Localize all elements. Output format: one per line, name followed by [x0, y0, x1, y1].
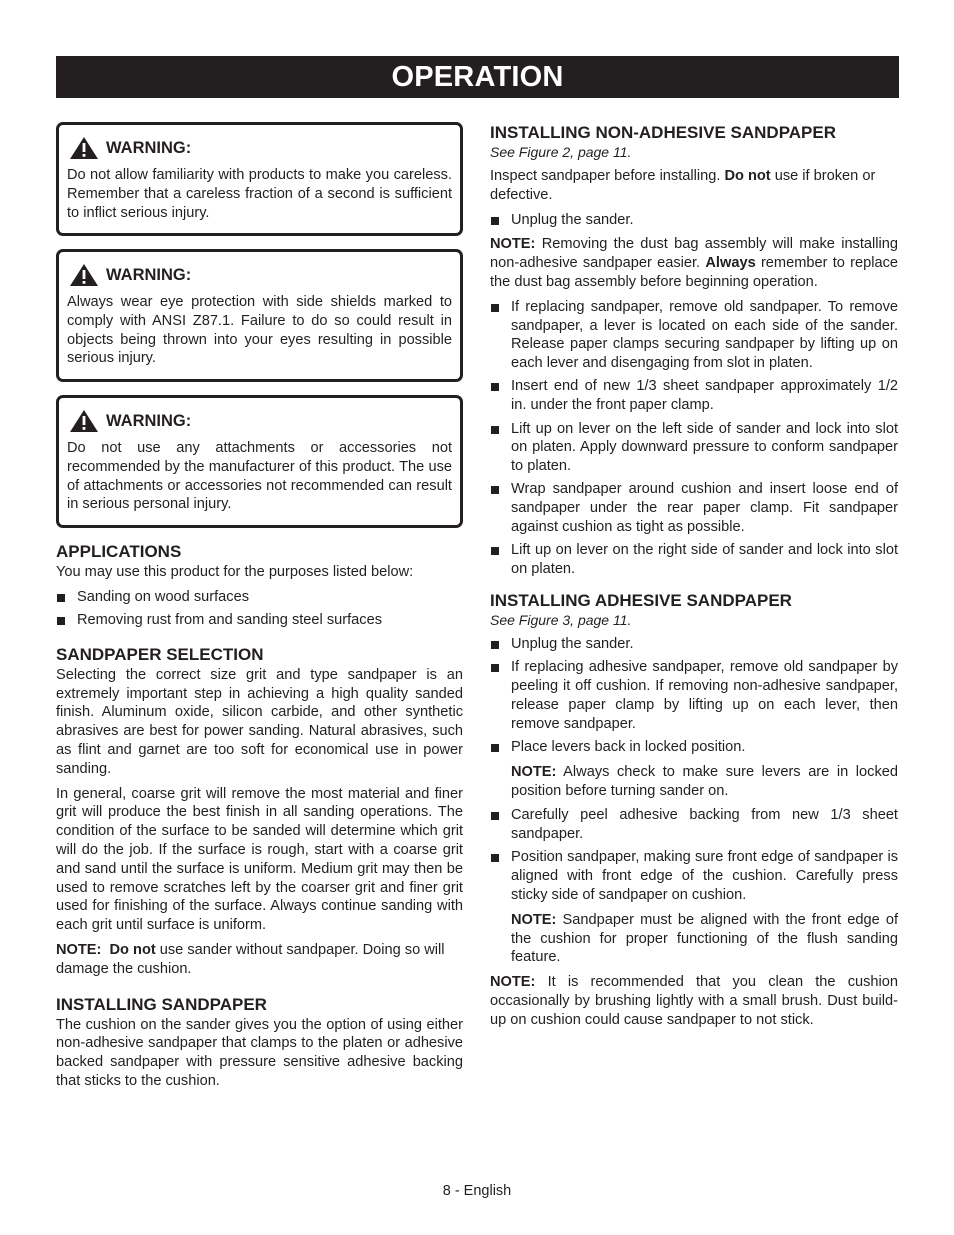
list-item: Unplug the sander.: [490, 635, 898, 654]
list-item: Sanding on wood surfaces: [56, 588, 463, 607]
note-text: It is recommended that you clean the cushion occasionally by brushing lightly with a small brush. Dust build-up on cushion could cause sandpaper to not stick.: [490, 974, 898, 1028]
warning-text: Always wear eye protection with side shields marked to comply with ANSI Z87.1. Failure to do so could result in objects being thrown into your eyes resulting in possible serious injury.: [67, 294, 452, 367]
left-column: [56, 122, 463, 1097]
figure-reference: See Figure 3, page 11.: [490, 611, 632, 628]
list-item: Insert end of new 1/3 sheet sandpaper approximately 1/2 in. under the front paper clamp.: [490, 377, 898, 415]
warning-box-3: [56, 395, 463, 528]
non-adhesive-steps: [490, 298, 898, 579]
page-title: OPERATION: [391, 61, 564, 93]
note-emphasis: Always: [705, 255, 756, 272]
adhesive-steps-a: [490, 635, 898, 757]
non-adhesive-intro: [490, 167, 898, 205]
note-label: NOTE:: [56, 942, 102, 959]
warning-text: Do not allow familiarity with products to make you careless. Remember that a careless fraction of a second is sufficient to inflict serious injury.: [67, 167, 452, 221]
warning-triangle-icon: [69, 136, 99, 160]
unplug-list: [490, 211, 898, 230]
sandpaper-selection-paragraph-1: Selecting the correct size grit and type sandpaper is an extremely important step in achieving a high quality sanded finish. Aluminum oxide, silicon carbide, and other synthetic abrasives are best for power sanding. Natural abrasives, such as flint and garnet are too soft for economical use in power sanding.: [56, 666, 463, 777]
warning-box-1: [56, 122, 463, 236]
adhesive-note-2: [490, 911, 898, 967]
warning-header: [69, 409, 452, 433]
note-text-end: remember to replace the dust bag assembly before beginning operation.: [490, 255, 899, 290]
list-item: Lift up on lever on the right side of sander and lock into slot on platen.: [490, 541, 898, 579]
warning-text: Do not use any attachments or accessories not recommended by the manufacturer of this product. The use of attachments or accessories not recommended can result in serious personal injury.: [67, 440, 452, 513]
non-adhesive-heading: INSTALLING NON-ADHESIVE SANDPAPER: [490, 123, 837, 142]
applications-list: [56, 588, 463, 630]
section-header-bar: [56, 56, 899, 98]
right-column: [490, 122, 898, 1036]
list-item: If replacing adhesive sandpaper, remove old sandpaper by peeling it off cushion. If removing non-adhesive sandpaper, release paper clamp by lifting up on each lever, then remove sandpaper.: [490, 658, 898, 733]
list-item: Wrap sandpaper around cushion and insert loose end of sandpaper under the rear paper clamp. Fit sandpaper against cushion as tight as possible.: [490, 480, 898, 536]
adhesive-heading: INSTALLING ADHESIVE SANDPAPER: [490, 590, 792, 610]
list-item: Removing rust from and sanding steel surfaces: [56, 611, 463, 630]
note-label: NOTE:: [511, 911, 557, 928]
applications-intro: You may use this product for the purposes listed below:: [56, 564, 414, 580]
list-item: Lift up on lever on the left side of sander and lock into slot on platen. Apply downward pressure to conform sandpaper to platen.: [490, 420, 898, 476]
note-emphasis: Do not: [109, 942, 156, 959]
warning-header: [69, 136, 452, 160]
installing-sandpaper-heading: INSTALLING SANDPAPER: [56, 994, 267, 1014]
note-label: NOTE:: [511, 763, 557, 780]
warning-triangle-icon: [69, 409, 99, 433]
warning-box-2: [56, 249, 463, 382]
note-label: NOTE:: [490, 974, 536, 991]
applications-heading: APPLICATIONS: [56, 542, 182, 561]
warning-label: WARNING:: [106, 138, 192, 157]
sandpaper-selection-paragraph-2: In general, coarse grit will remove the most material and finer grit will produce the best finish in all sanding operations. The condition of the surface to be sanded will determine which grit will do the job. If the surface is rough, start with a coarse grit and sand until the surface is uniform. Medium grit may then be used to remove scratches left by the coarser grit and finer grit used for finishing of the surface. Always continue sanding with each grit until surface is uniform.: [56, 785, 463, 934]
note-text: Sandpaper must be aligned with the front edge of the cushion for proper functioning of the flush sanding feature.: [511, 911, 898, 966]
adhesive-note-1: [490, 763, 898, 801]
installing-sandpaper-text: The cushion on the sander gives you the option of using either non-adhesive sandpaper that clamps to the platen or adhesive backed sandpaper with pressure sensitive adhesive backing that sticks to the cushion.: [56, 1016, 463, 1090]
adhesive-steps-b: [490, 806, 898, 904]
warning-label: WARNING:: [106, 411, 192, 430]
list-item: Place levers back in locked position.: [490, 738, 898, 757]
sandpaper-selection-note: [56, 941, 463, 979]
list-item: If replacing sandpaper, remove old sandpaper. To remove sandpaper, a lever is located on each side of the sander. Release paper clamps securing sandpaper by lifting up on each lever and disengaging from slot in platen.: [490, 298, 898, 373]
intro-text: Inspect sandpaper before installing.: [490, 168, 725, 184]
note-text: Removing the dust bag assembly will make installing non-adhesive sandpaper easier.: [490, 236, 898, 272]
intro-emphasis: Do not: [724, 168, 771, 184]
warning-triangle-icon: [69, 263, 99, 287]
note-text: Always check to make sure levers are in locked position before turning sander on.: [511, 763, 898, 799]
adhesive-note-3: [490, 973, 898, 1029]
sandpaper-selection-heading: SANDPAPER SELECTION: [56, 644, 264, 664]
non-adhesive-note: [490, 235, 898, 291]
list-item: Position sandpaper, making sure front edge of sandpaper is aligned with front edge of the cushion. Carefully press sticky side of sandpaper on cushion.: [490, 848, 898, 904]
page-footer: 8 - English: [442, 1183, 512, 1199]
note-text: use sander without sandpaper. Doing so will damage the cushion.: [56, 942, 445, 977]
warning-header: [69, 263, 452, 287]
warning-label: WARNING:: [106, 265, 192, 284]
list-item: Unplug the sander.: [490, 211, 898, 230]
list-item: Carefully peel adhesive backing from new 1/3 sheet sandpaper.: [490, 806, 898, 844]
figure-reference: See Figure 2, page 11.: [490, 144, 632, 160]
intro-text-end: use if broken or defective.: [490, 168, 876, 203]
note-label: NOTE:: [490, 236, 536, 253]
